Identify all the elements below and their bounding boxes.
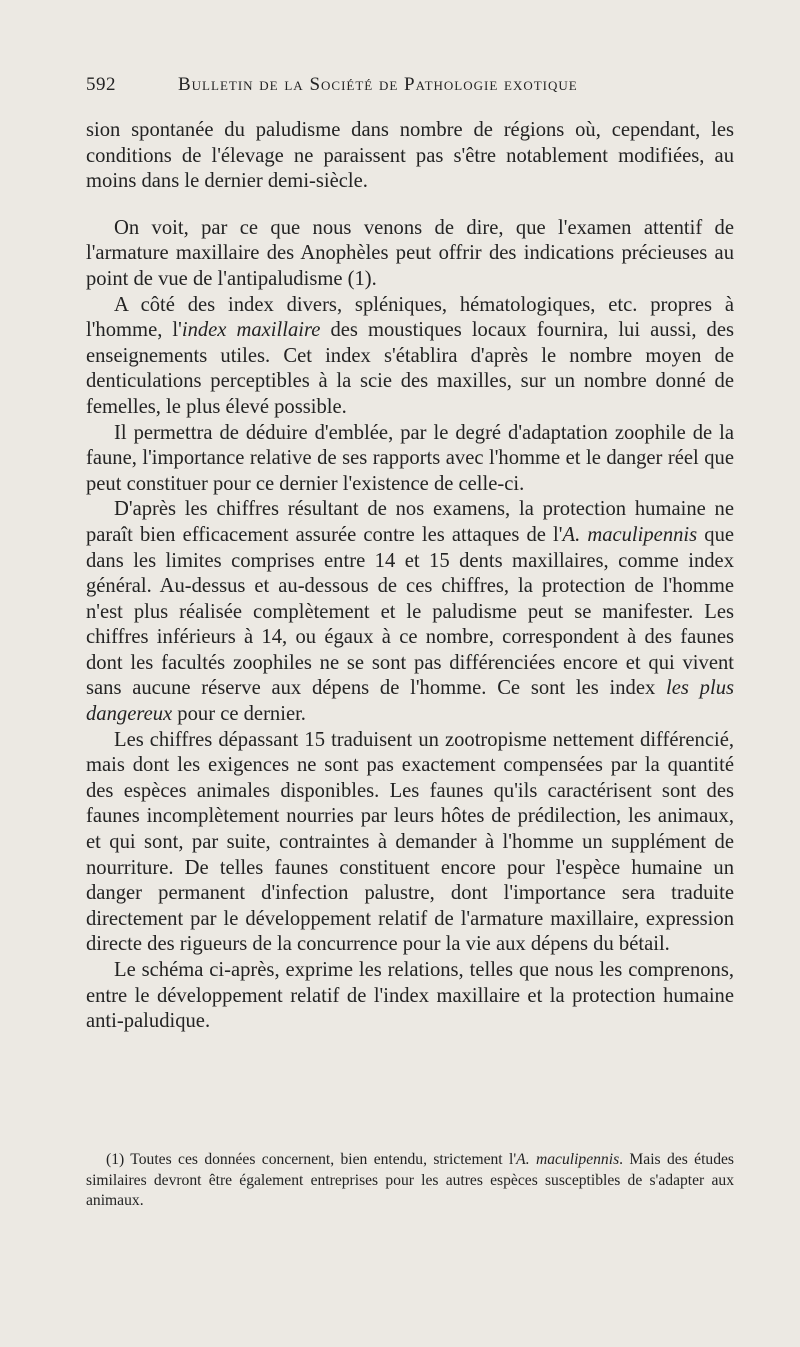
running-header — [86, 74, 734, 102]
text-run: que dans les limites comprises entre 14 et 15 dents maxillaires, comme index général. Au-dessus et au-dessous de ces chiffres, la protection de l'homme n'est plus réalisée complètement et le paludisme peut se manifester. Les chiffres inférieurs à 14, ou égaux à ce nombre, correspondent à des faunes dont les facultés zoophiles ne se sont pas différenciées encore et qui vivent sans aucune réserve aux dépens de l'homme. Ce sont les index — [86, 523, 735, 700]
italic-term: index maxillaire — [181, 319, 321, 342]
footnote-text — [86, 1150, 734, 1212]
paragraph — [86, 958, 734, 1035]
text-run: . Mais des études similaires devront être également entreprises pour les autres espèces susceptibles de s'adapter aux animaux. — [86, 1151, 735, 1209]
journal-title: Bulletin de la Société de Pathologie exotique — [178, 74, 578, 95]
text-run: A côté des index divers, spléniques, hématologiques, etc. propres à l'homme, l' — [86, 293, 734, 342]
paragraph — [86, 421, 734, 498]
text-run: Le schéma ci-après, exprime les relations, telles que nous les comprenons, entre le développement relatif de l'index maxillaire et la protection humaine anti-paludique. — [86, 959, 734, 1033]
text-run: des moustiques locaux fournira, lui aussi, des enseignements utiles. Cet index s'établira d'après le nombre moyen de denticulations perceptibles à la scie des maxilles, sur un nombre donné de femelles, le plus élevé possible. — [86, 319, 734, 418]
text-run: Les chiffres dépassant 15 traduisent un zootropisme nettement différencié, mais dont les exigences ne sont pas exactement compensées par la quantité des espèces animales disponibles. Les faunes qu'ils caractérisent sont des faunes incomplètement nourries par leurs hôtes de prédilection, les animaux, et qui sont, par suite, contraintes à demander à l'homme un supplément de nourriture. De telles faunes constituent encore pour l'espèce humaine un danger permanent d'infection palustre, dont l'importance sera traduite directement par le développement relatif de l'armature maxillaire, expression directe des rigueurs de la concurrence pour la vie aux dépens du bétail. — [86, 728, 734, 956]
text-run: On voit, par ce que nous venons de dire, que l'examen attentif de l'armature maxillaire des Anophèles peut offrir des indications précieuses au point de vue de l'antipaludisme (1). — [86, 216, 734, 290]
italic-species: A. maculipennis — [562, 523, 698, 546]
footnote — [86, 1150, 734, 1212]
text-run: sion spontanée du paludisme dans nombre de régions où, cependant, les conditions de l'élevage ne paraissent pas s'être notablement modifiées, au moins dans le dernier demi-siècle. — [86, 119, 734, 193]
text-run: Il permettra de déduire d'emblée, par le degré d'adaptation zoophile de la faune, l'importance relative de ses rapports avec l'homme et le danger réel que peut constituer pour ce dernier l'existence de celle-ci. — [86, 421, 734, 495]
italic-species: A. maculipennis — [516, 1151, 620, 1168]
body-text — [86, 118, 734, 1035]
paragraph — [86, 293, 734, 421]
page-number: 592 — [86, 74, 116, 95]
italic-emphasis: les plus dangereux — [86, 677, 735, 726]
paragraph — [86, 728, 734, 958]
paragraph — [86, 497, 734, 727]
text-run: D'après les chiffres résultant de nos examens, la protection humaine ne paraît bien efficacement assurée contre les attaques de l' — [86, 498, 734, 546]
text-run: (1) Toutes ces données concernent, bien entendu, strictement l' — [106, 1151, 517, 1168]
text-run: pour ce dernier. — [172, 703, 306, 726]
paragraph — [86, 216, 734, 293]
paragraph — [86, 118, 734, 195]
